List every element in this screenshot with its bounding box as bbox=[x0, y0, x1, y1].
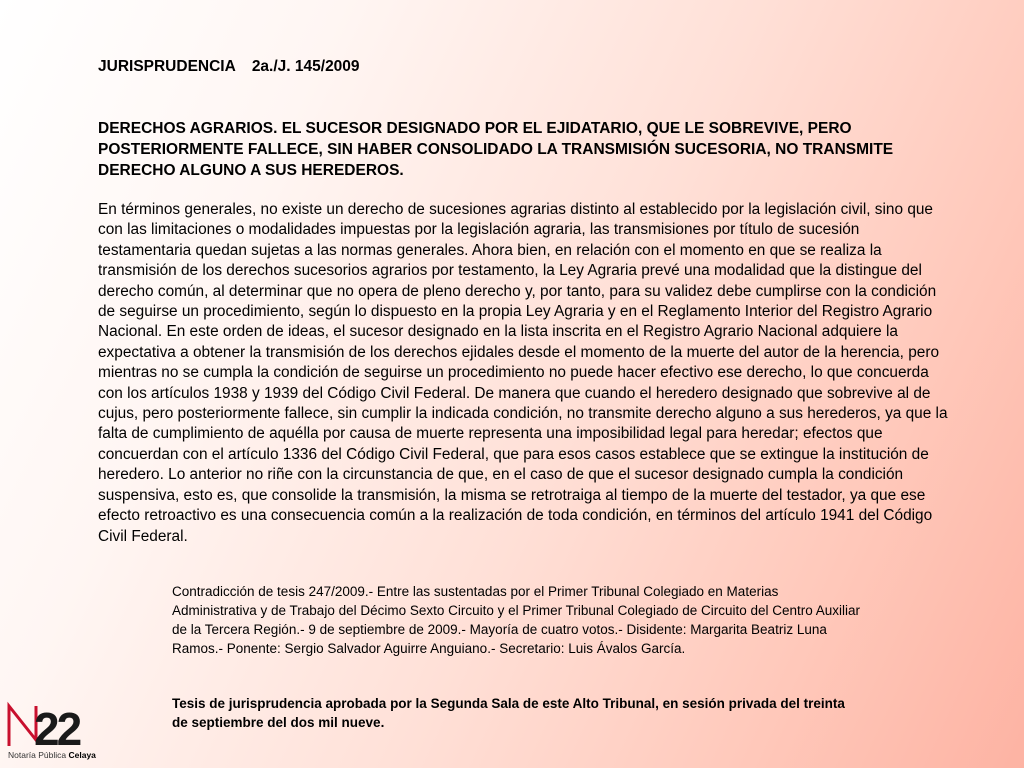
logo-caption bbox=[8, 750, 96, 760]
n22-logo-mark bbox=[6, 700, 116, 750]
logo-caption-regular: Notaría Pública bbox=[8, 750, 67, 760]
logo-caption-bold: Celaya bbox=[68, 750, 96, 760]
approval-note: Tesis de jurisprudencia aprobada por la Segunda Sala de este Alto Tribunal, en sesión privada del treinta de septiembre del dos mil nueve. bbox=[172, 696, 845, 730]
logo-n-letter bbox=[9, 706, 36, 746]
precedent-citation: Contradicción de tesis 247/2009.- Entre las sustentadas por el Primer Tribunal Colegiado en Materias Administrativa y de Trabajo del Décimo Sexto Circuito y el Primer Tribunal Colegiado de Circuito del Centro Auxiliar de la Tercera Región.- 9 de septiembre de 2009.- Mayoría de cuatro votos.- Disidente: Margarita Beatriz Luna Ramos.- Ponente: Sergio Salvador Aguirre Anguiano.- Secretario: Luis Ávalos García. bbox=[172, 584, 861, 656]
jurisprudence-header bbox=[98, 58, 360, 76]
notary-logo bbox=[6, 700, 116, 762]
header-code: 2a./J. 145/2009 bbox=[251, 58, 360, 75]
logo-numerals: 22 bbox=[34, 703, 80, 750]
thesis-body: En términos generales, no existe un derecho de sucesiones agrarias distinto al establecido por la legislación civil, sino que con las limitaciones o modalidades impuestas por la legislación agraria, las transmisiones por título de sucesión testamentaria quedan sujetas a las normas generales. Ahora bien, en relación con el momento en que se realiza la transmisión de los derechos sucesorios agrarios por testamento, la Ley Agraria prevé una modalidad que la distingue del derecho común, al determinar que no opera de pleno derecho y, por tanto, para su validez debe cumplirse con la condición de seguirse un procedimiento, según lo dispuesto en la propia Ley Agraria y en el Reglamento Interior del Registro Agrario Nacional. En este orden de ideas, el sucesor designado en la lista inscrita en el Registro Agrario Nacional adquiere la expectativa a obtener la transmisión de los derechos ejidales desde el momento de la muerte del autor de la herencia, pero mientras no se cumpla la condición de seguirse un procedimiento no puede hacer efectivo ese derecho, lo que concuerda con los artículos 1938 y 1939 del Código Civil Federal. De manera que cuando el heredero designado que sobrevive al de cujus, pero posteriormente fallece, sin cumplir la indicada condición, no transmite derecho alguno a sus herederos, ya que la falta de cumplimiento de aquélla por causa de muerte representa una imposibilidad legal para heredar; efectos que concuerdan con el artículo 1336 del Código Civil Federal, que para esos casos establece que se extingue la institución de heredero. Lo anterior no riñe con la circunstancia de que, en el caso de que el sucesor designado cumpla la condición suspensiva, esto es, que consolide la transmisión, la misma se retrotraiga al tiempo de la muerte del testador, ya que ese efecto retroactivo es una consecuencia común a la realización de toda condición, en términos del artículo 1941 del Código Civil Federal. bbox=[98, 201, 948, 545]
header-label: JURISPRUDENCIA bbox=[98, 58, 236, 75]
thesis-title: DERECHOS AGRARIOS. EL SUCESOR DESIGNADO POR EL EJIDATARIO, QUE LE SOBREVIVE, PERO POSTERIORMENTE FALLECE, SIN HABER CONSOLIDADO LA TRANSMISIÓN SUCESORIA, NO TRANSMITE DERECHO ALGUNO A SUS HEREDEROS. bbox=[98, 120, 894, 179]
